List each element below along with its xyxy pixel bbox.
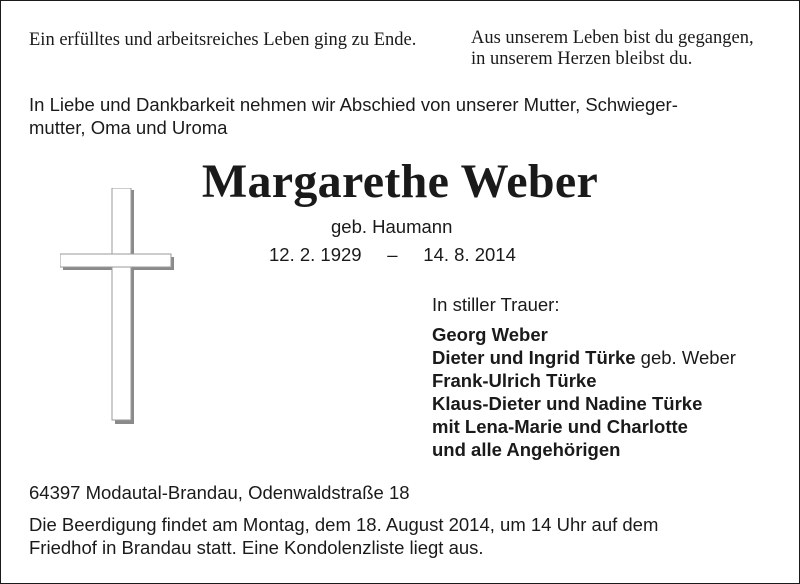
maiden-name: geb. Haumann (331, 216, 453, 237)
mourner-name: und alle Angehörigen (432, 439, 621, 460)
funeral-notice (29, 513, 774, 559)
mourner-note: geb. Weber (635, 347, 736, 368)
funeral-line: Die Beerdigung findet am Montag, dem 18. August 2014, um 14 Uhr auf dem (29, 514, 659, 535)
death-date: 14. 8. 2014 (423, 244, 516, 265)
mourner-name: Dieter und Ingrid Türke (432, 347, 636, 368)
quote-right-line: Aus unserem Leben bist du gegangen, (471, 28, 754, 48)
quote-right (471, 28, 754, 70)
birth-date: 12. 2. 1929 (269, 244, 362, 265)
mourner-name: Frank-Ulrich Türke (432, 370, 597, 391)
mourner-name: Klaus-Dieter und Nadine Türke (432, 393, 703, 414)
cross-icon (60, 188, 174, 424)
mourner-name: Georg Weber (432, 324, 548, 345)
quote-left: Ein erfülltes und arbeitsreiches Leben ging zu Ende. (29, 30, 417, 50)
mourner-line (432, 323, 736, 346)
life-dates (269, 244, 516, 266)
date-separator: – (387, 244, 398, 265)
mourner-name: mit Lena-Marie und Charlotte (432, 416, 688, 437)
mourner-line (432, 392, 736, 415)
intro-line: mutter, Oma und Uroma (29, 117, 228, 138)
mourner-line (432, 346, 736, 369)
mourner-line (432, 438, 736, 461)
quote-right-line: in unserem Herzen bleibst du. (471, 49, 693, 69)
mourners-list (432, 323, 736, 461)
mourner-line (432, 415, 736, 438)
address: 64397 Modautal-Brandau, Odenwaldstraße 18 (29, 482, 410, 503)
intro-line: In Liebe und Dankbarkeit nehmen wir Abschied von unserer Mutter, Schwieger- (29, 94, 678, 115)
funeral-line: Friedhof in Brandau statt. Eine Kondolenzliste liegt aus. (29, 537, 484, 558)
mourner-line (432, 369, 736, 392)
mourners-label: In stiller Trauer: (432, 294, 560, 315)
intro-text (29, 93, 774, 139)
deceased-name: Margarethe Weber (201, 155, 599, 208)
